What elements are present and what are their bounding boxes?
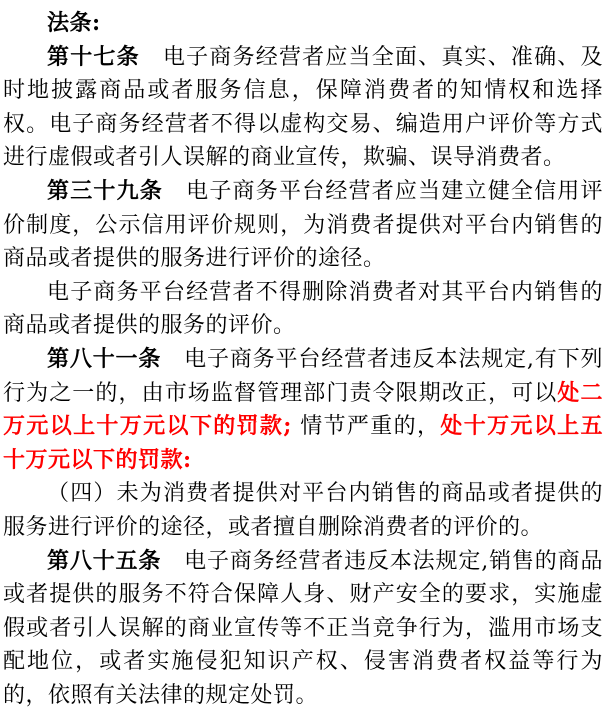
paragraph xyxy=(3,343,603,477)
text-run: 电子商务平台经营者违反本法规定,有下列行为之一的，由市场监督管理部门责令限期改正，可以 xyxy=(3,346,603,406)
paragraph xyxy=(3,175,603,276)
text-run: 情节严重的， xyxy=(291,414,441,440)
text-run: 法条: xyxy=(47,10,101,36)
paragraph xyxy=(3,477,603,544)
paragraph xyxy=(3,41,603,175)
text-run: （四）未为消费者提供对平台内销售的商品或者提供的服务进行评价的途径，或者擅自删除消费者的评价的。 xyxy=(3,481,603,540)
text-run: 第三十九条 xyxy=(47,177,187,204)
text-run: 第十七条 xyxy=(47,43,163,70)
text-run: 电子商务平台经营者不得删除消费者对其平台内销售的商品或者提供的服务的评价。 xyxy=(3,279,603,339)
text-run: 电子商务经营者违反本法规定,销售的商品或者提供的服务不符合保障人身、财产安全的要求，实施虚假或者引人误解的商业宣传等不正当竞争行为，滥用市场支配地位，或者实施侵犯知识产权、侵害消费者权益等行为的，依照有关法律的规定处罚。 xyxy=(3,548,603,708)
paragraph xyxy=(3,545,603,713)
text-run: 电子商务经营者应当全面、真实、准确、及时地披露商品或者服务信息，保障消费者的知情权和选择权。电子商务经营者不得以虚构交易、编造用户评价等方式进行虚假或者引人误解的商业宣传，欺骗、误导消费者。 xyxy=(3,44,603,171)
text-run: 第八十一条 xyxy=(47,345,185,372)
paragraph xyxy=(3,276,603,343)
text-run: 处二万元以上十万元以下的罚款; xyxy=(3,379,603,440)
text-run: 处十万元以上五十万元以下的罚款: xyxy=(3,413,603,473)
text-run: 电子商务平台经营者应当建立健全信用评价制度，公示信用评价规则，为消费者提供对平台内销售的商品或者提供的服务进行评价的途径。 xyxy=(3,178,603,272)
text-run: 第八十五条 xyxy=(47,547,185,574)
document-body xyxy=(3,7,603,712)
paragraph xyxy=(3,7,603,41)
